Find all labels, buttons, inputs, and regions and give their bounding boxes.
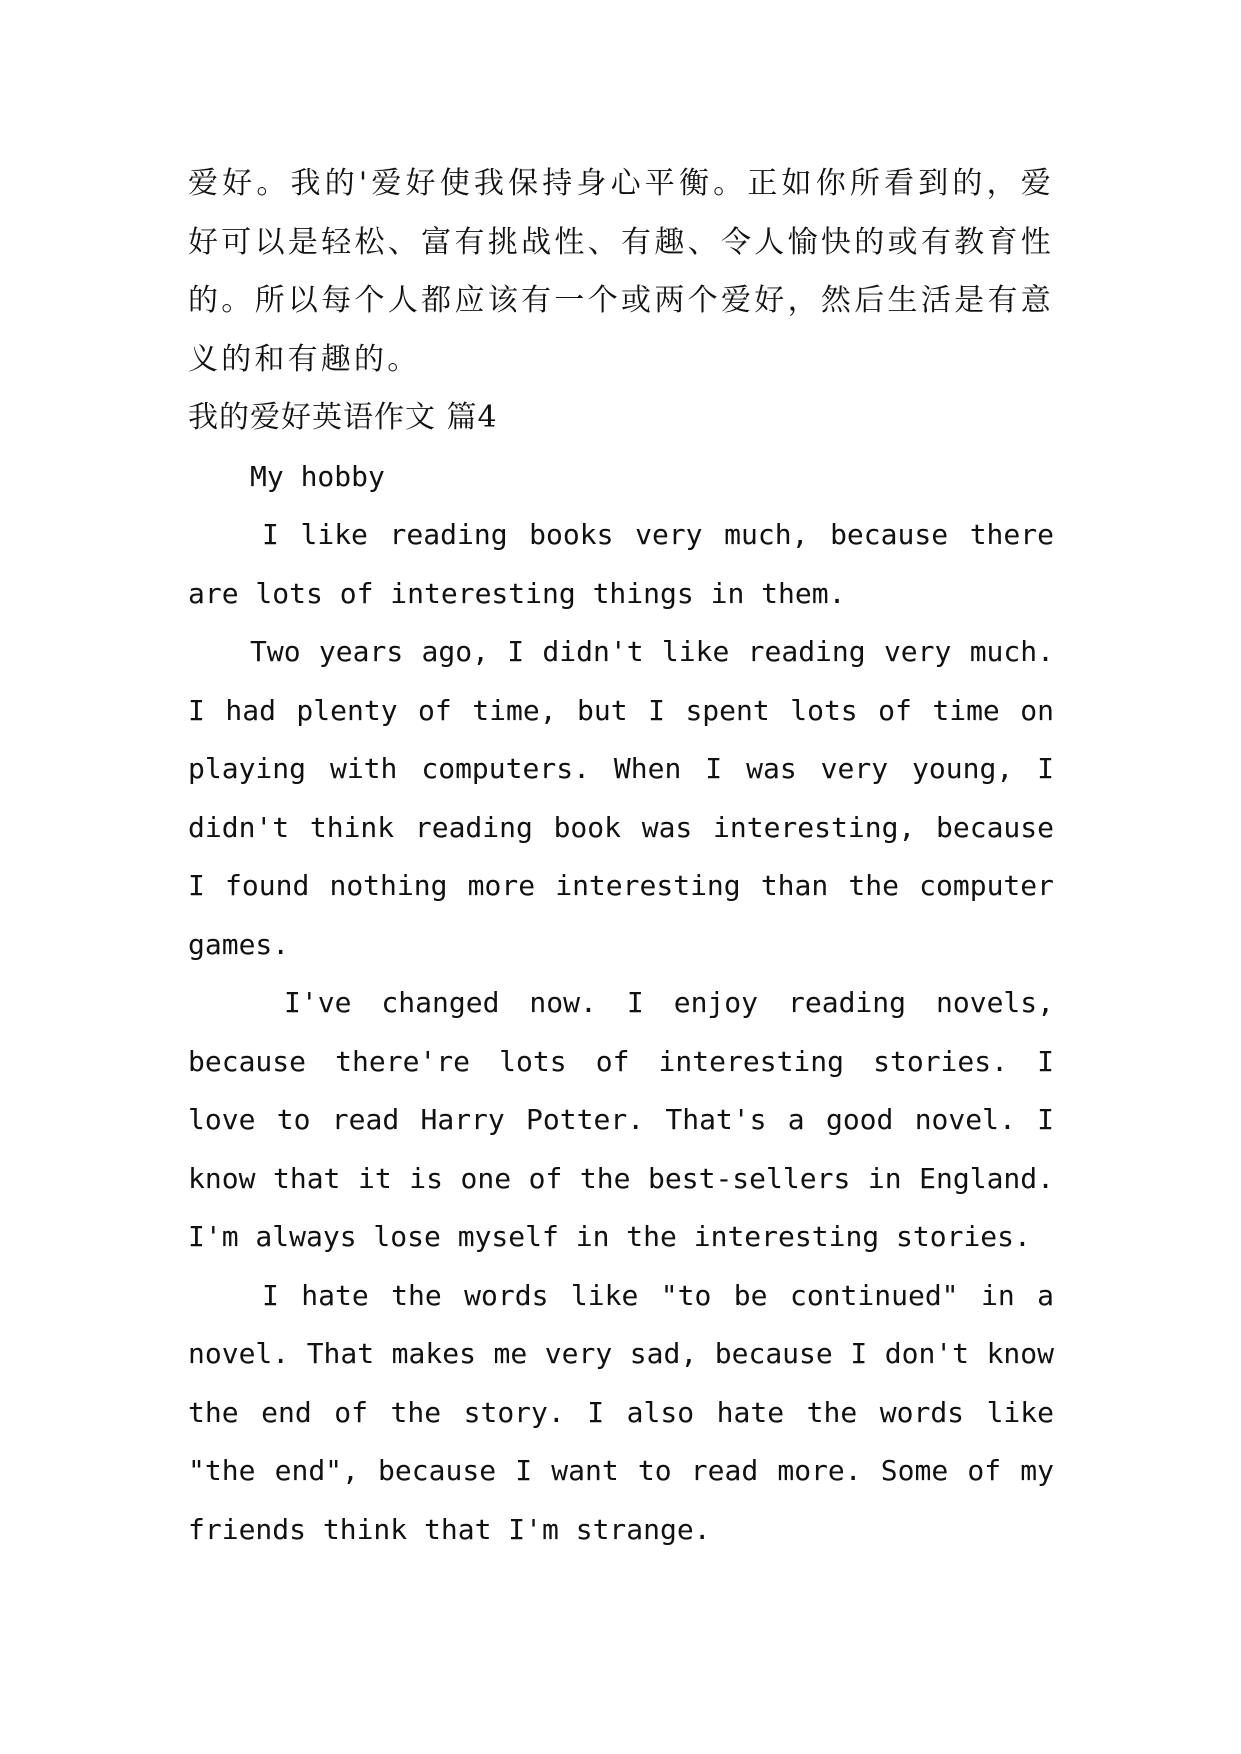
text-line: I'm always lose myself in the interesting stories. — [188, 1220, 1031, 1253]
text-line: I had plenty of time, but I spent lots of time on — [188, 693, 1054, 727]
text-line: I've changed now. I enjoy reading novels, — [284, 986, 1054, 1019]
text-line: 义的和有趣的。 — [188, 341, 421, 377]
essay-paragraph-2 — [188, 623, 1054, 974]
essay-paragraph-1 — [188, 506, 1054, 623]
text-line: 好可以是轻松、富有挑战性、有趣、令人愉快的或有教育性 — [188, 224, 1054, 260]
text-line: 爱好。我的'爱好使我保持身心平衡。正如你所看到的，爱 — [188, 166, 1054, 201]
text-line: didn't think reading book was interesting, because — [188, 810, 1054, 844]
text-line: "the end", because I want to read more. Some of my — [188, 1454, 1054, 1487]
text-line: playing with computers. When I was very young, I — [188, 752, 1054, 785]
text-line: because there're lots of interesting stories. I — [188, 1044, 1054, 1078]
text-line: I found nothing more interesting than the computer — [188, 869, 1054, 902]
document-body — [188, 155, 1054, 1559]
essay-paragraph-4 — [188, 1267, 1054, 1560]
section-title: 我的爱好英语作文 篇4 — [188, 400, 498, 435]
essay-title: My hobby — [250, 459, 385, 493]
text-line: know that it is one of the best-sellers in England. — [188, 1161, 1054, 1195]
text-line: friends think that I'm strange. — [188, 1512, 711, 1546]
text-line: I hate the words like "to be continued" in a — [262, 1278, 1054, 1312]
essay-paragraph-3 — [188, 974, 1054, 1267]
text-line: love to read Harry Potter. That's a good novel. I — [188, 1103, 1054, 1136]
text-line: 的。所以每个人都应该有一个或两个爱好，然后生活是有意 — [188, 283, 1054, 318]
text-line: Two years ago, I didn't like reading very much. — [250, 635, 1054, 668]
text-line: novel. That makes me very sad, because I don't know — [188, 1337, 1054, 1370]
continued-chinese-paragraph — [188, 155, 1054, 389]
text-line: the end of the story. I also hate the words like — [188, 1395, 1054, 1429]
text-line: are lots of interesting things in them. — [188, 576, 846, 610]
text-line: games. — [188, 927, 290, 961]
text-line: I like reading books very much, because there — [262, 518, 1054, 551]
